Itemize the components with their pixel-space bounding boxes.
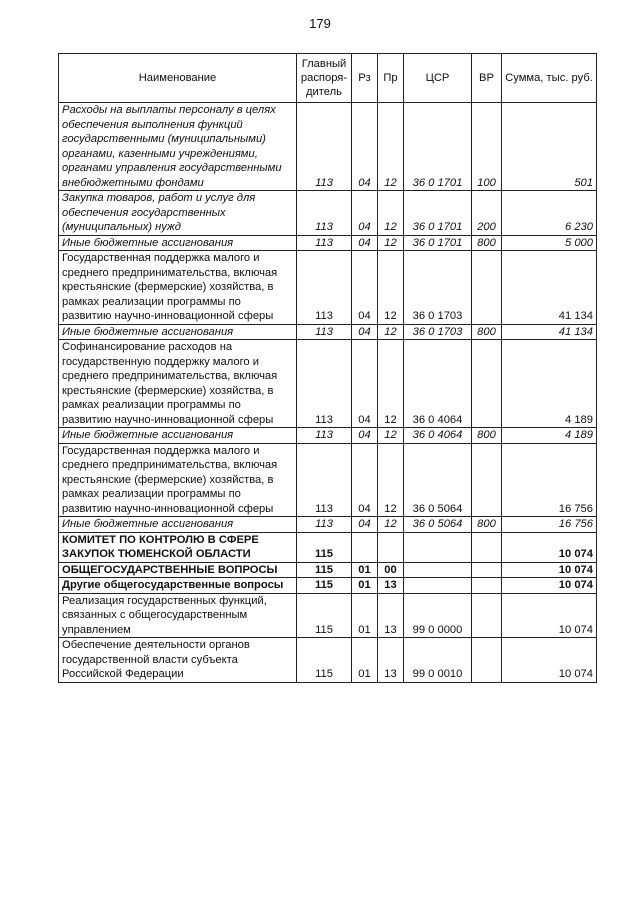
header-name: Наименование [59, 54, 297, 103]
row-vr [472, 532, 502, 562]
row-gr: 115 [297, 532, 352, 562]
row-vr [472, 340, 502, 428]
row-name: Иные бюджетные ассигнования [59, 428, 297, 444]
page-number: 179 [309, 16, 331, 31]
row-gr: 115 [297, 562, 352, 578]
row-csr [404, 562, 472, 578]
row-gr: 113 [297, 517, 352, 533]
row-csr: 36 0 4064 [404, 340, 472, 428]
table-row [59, 191, 597, 236]
row-name: Реализация государственных функций, связанных с общегосударственным управлением [59, 593, 297, 638]
row-vr: 200 [472, 191, 502, 236]
row-sum: 4 189 [502, 428, 597, 444]
row-pr: 12 [378, 191, 404, 236]
row-vr: 800 [472, 235, 502, 251]
row-csr: 36 0 1701 [404, 191, 472, 236]
row-rz: 04 [352, 340, 378, 428]
header-row [59, 54, 597, 103]
table-row [59, 578, 597, 594]
row-rz: 04 [352, 428, 378, 444]
row-sum: 10 074 [502, 562, 597, 578]
row-gr: 113 [297, 251, 352, 325]
row-csr: 36 0 1703 [404, 251, 472, 325]
row-pr: 13 [378, 638, 404, 683]
row-sum: 10 074 [502, 578, 597, 594]
row-rz: 01 [352, 638, 378, 683]
table-row [59, 324, 597, 340]
row-name: Софинансирование расходов на государственную поддержку малого и среднего предпринимательства, включая крестьянские (фермерские) хозяйства, в рамках реализации программы по развитию научно-инновационной сферы [59, 340, 297, 428]
row-gr: 115 [297, 593, 352, 638]
row-name: Иные бюджетные ассигнования [59, 235, 297, 251]
row-rz: 04 [352, 235, 378, 251]
row-sum: 10 074 [502, 532, 597, 562]
row-gr: 113 [297, 443, 352, 517]
row-pr: 12 [378, 443, 404, 517]
row-gr: 113 [297, 235, 352, 251]
row-pr: 12 [378, 235, 404, 251]
row-pr: 12 [378, 517, 404, 533]
table-row [59, 428, 597, 444]
row-sum: 41 134 [502, 251, 597, 325]
row-sum: 4 189 [502, 340, 597, 428]
row-gr: 115 [297, 638, 352, 683]
row-gr: 115 [297, 578, 352, 594]
row-vr [472, 443, 502, 517]
row-csr: 36 0 1703 [404, 324, 472, 340]
row-vr [472, 593, 502, 638]
row-pr [378, 532, 404, 562]
row-pr: 00 [378, 562, 404, 578]
row-rz: 04 [352, 103, 378, 191]
row-name: Государственная поддержка малого и среднего предпринимательства, включая крестьянские (фермерские) хозяйства, в рамках реализации программы по развитию научно-инновационной сферы [59, 443, 297, 517]
row-gr: 113 [297, 340, 352, 428]
header-vr: ВР [472, 54, 502, 103]
row-gr: 113 [297, 324, 352, 340]
budget-table [58, 53, 597, 683]
row-name: Обеспечение деятельности органов государственной власти субъекта Российской Федерации [59, 638, 297, 683]
row-name: Расходы на выплаты персоналу в целях обеспечения выполнения функций государственными (муниципальными) органами, казенными учреждениями, органами управления государственными внебюджетными фондами [59, 103, 297, 191]
row-vr: 800 [472, 324, 502, 340]
row-name: Иные бюджетные ассигнования [59, 324, 297, 340]
table-row [59, 638, 597, 683]
row-sum: 16 756 [502, 443, 597, 517]
row-gr: 113 [297, 103, 352, 191]
row-csr: 99 0 0010 [404, 638, 472, 683]
header-sum: Сумма, тыс. руб. [502, 54, 597, 103]
table-row [59, 340, 597, 428]
row-rz: 04 [352, 251, 378, 325]
row-name: Иные бюджетные ассигнования [59, 517, 297, 533]
row-name: Закупка товаров, работ и услуг для обеспечения государственных (муниципальных) нужд [59, 191, 297, 236]
row-pr: 12 [378, 324, 404, 340]
row-sum: 501 [502, 103, 597, 191]
table-row [59, 532, 597, 562]
row-gr: 113 [297, 428, 352, 444]
row-sum: 41 134 [502, 324, 597, 340]
header-rz: Рз [352, 54, 378, 103]
row-pr: 12 [378, 340, 404, 428]
table-row [59, 517, 597, 533]
row-rz [352, 532, 378, 562]
row-gr: 113 [297, 191, 352, 236]
row-pr: 12 [378, 251, 404, 325]
row-name: КОМИТЕТ ПО КОНТРОЛЮ В СФЕРЕ ЗАКУПОК ТЮМЕНСКОЙ ОБЛАСТИ [59, 532, 297, 562]
row-pr: 13 [378, 578, 404, 594]
row-sum: 5 000 [502, 235, 597, 251]
row-rz: 01 [352, 593, 378, 638]
row-rz: 04 [352, 324, 378, 340]
table-row [59, 443, 597, 517]
row-csr: 36 0 4064 [404, 428, 472, 444]
row-vr [472, 638, 502, 683]
row-pr: 13 [378, 593, 404, 638]
table-row [59, 103, 597, 191]
row-csr: 36 0 5064 [404, 443, 472, 517]
row-sum: 10 074 [502, 593, 597, 638]
row-name: ОБЩЕГОСУДАРСТВЕННЫЕ ВОПРОСЫ [59, 562, 297, 578]
row-vr: 800 [472, 428, 502, 444]
row-vr: 100 [472, 103, 502, 191]
header-gr: Главный распоря-дитель [297, 54, 352, 103]
header-csr: ЦСР [404, 54, 472, 103]
row-vr [472, 251, 502, 325]
row-pr: 12 [378, 103, 404, 191]
row-name: Другие общегосударственные вопросы [59, 578, 297, 594]
row-sum: 6 230 [502, 191, 597, 236]
row-csr [404, 578, 472, 594]
row-name: Государственная поддержка малого и среднего предпринимательства, включая крестьянские (фермерские) хозяйства, в рамках реализации программы по развитию научно-инновационной сферы [59, 251, 297, 325]
row-rz: 01 [352, 578, 378, 594]
row-vr [472, 562, 502, 578]
row-rz: 04 [352, 191, 378, 236]
row-csr: 36 0 5064 [404, 517, 472, 533]
row-rz: 04 [352, 517, 378, 533]
row-vr [472, 578, 502, 594]
row-rz: 04 [352, 443, 378, 517]
row-vr: 800 [472, 517, 502, 533]
table-row [59, 235, 597, 251]
table-row [59, 251, 597, 325]
row-rz: 01 [352, 562, 378, 578]
row-csr: 36 0 1701 [404, 235, 472, 251]
row-csr: 99 0 0000 [404, 593, 472, 638]
table-row [59, 593, 597, 638]
row-csr: 36 0 1701 [404, 103, 472, 191]
header-pr: Пр [378, 54, 404, 103]
table-row [59, 562, 597, 578]
row-pr: 12 [378, 428, 404, 444]
row-sum: 10 074 [502, 638, 597, 683]
row-csr [404, 532, 472, 562]
row-sum: 16 756 [502, 517, 597, 533]
